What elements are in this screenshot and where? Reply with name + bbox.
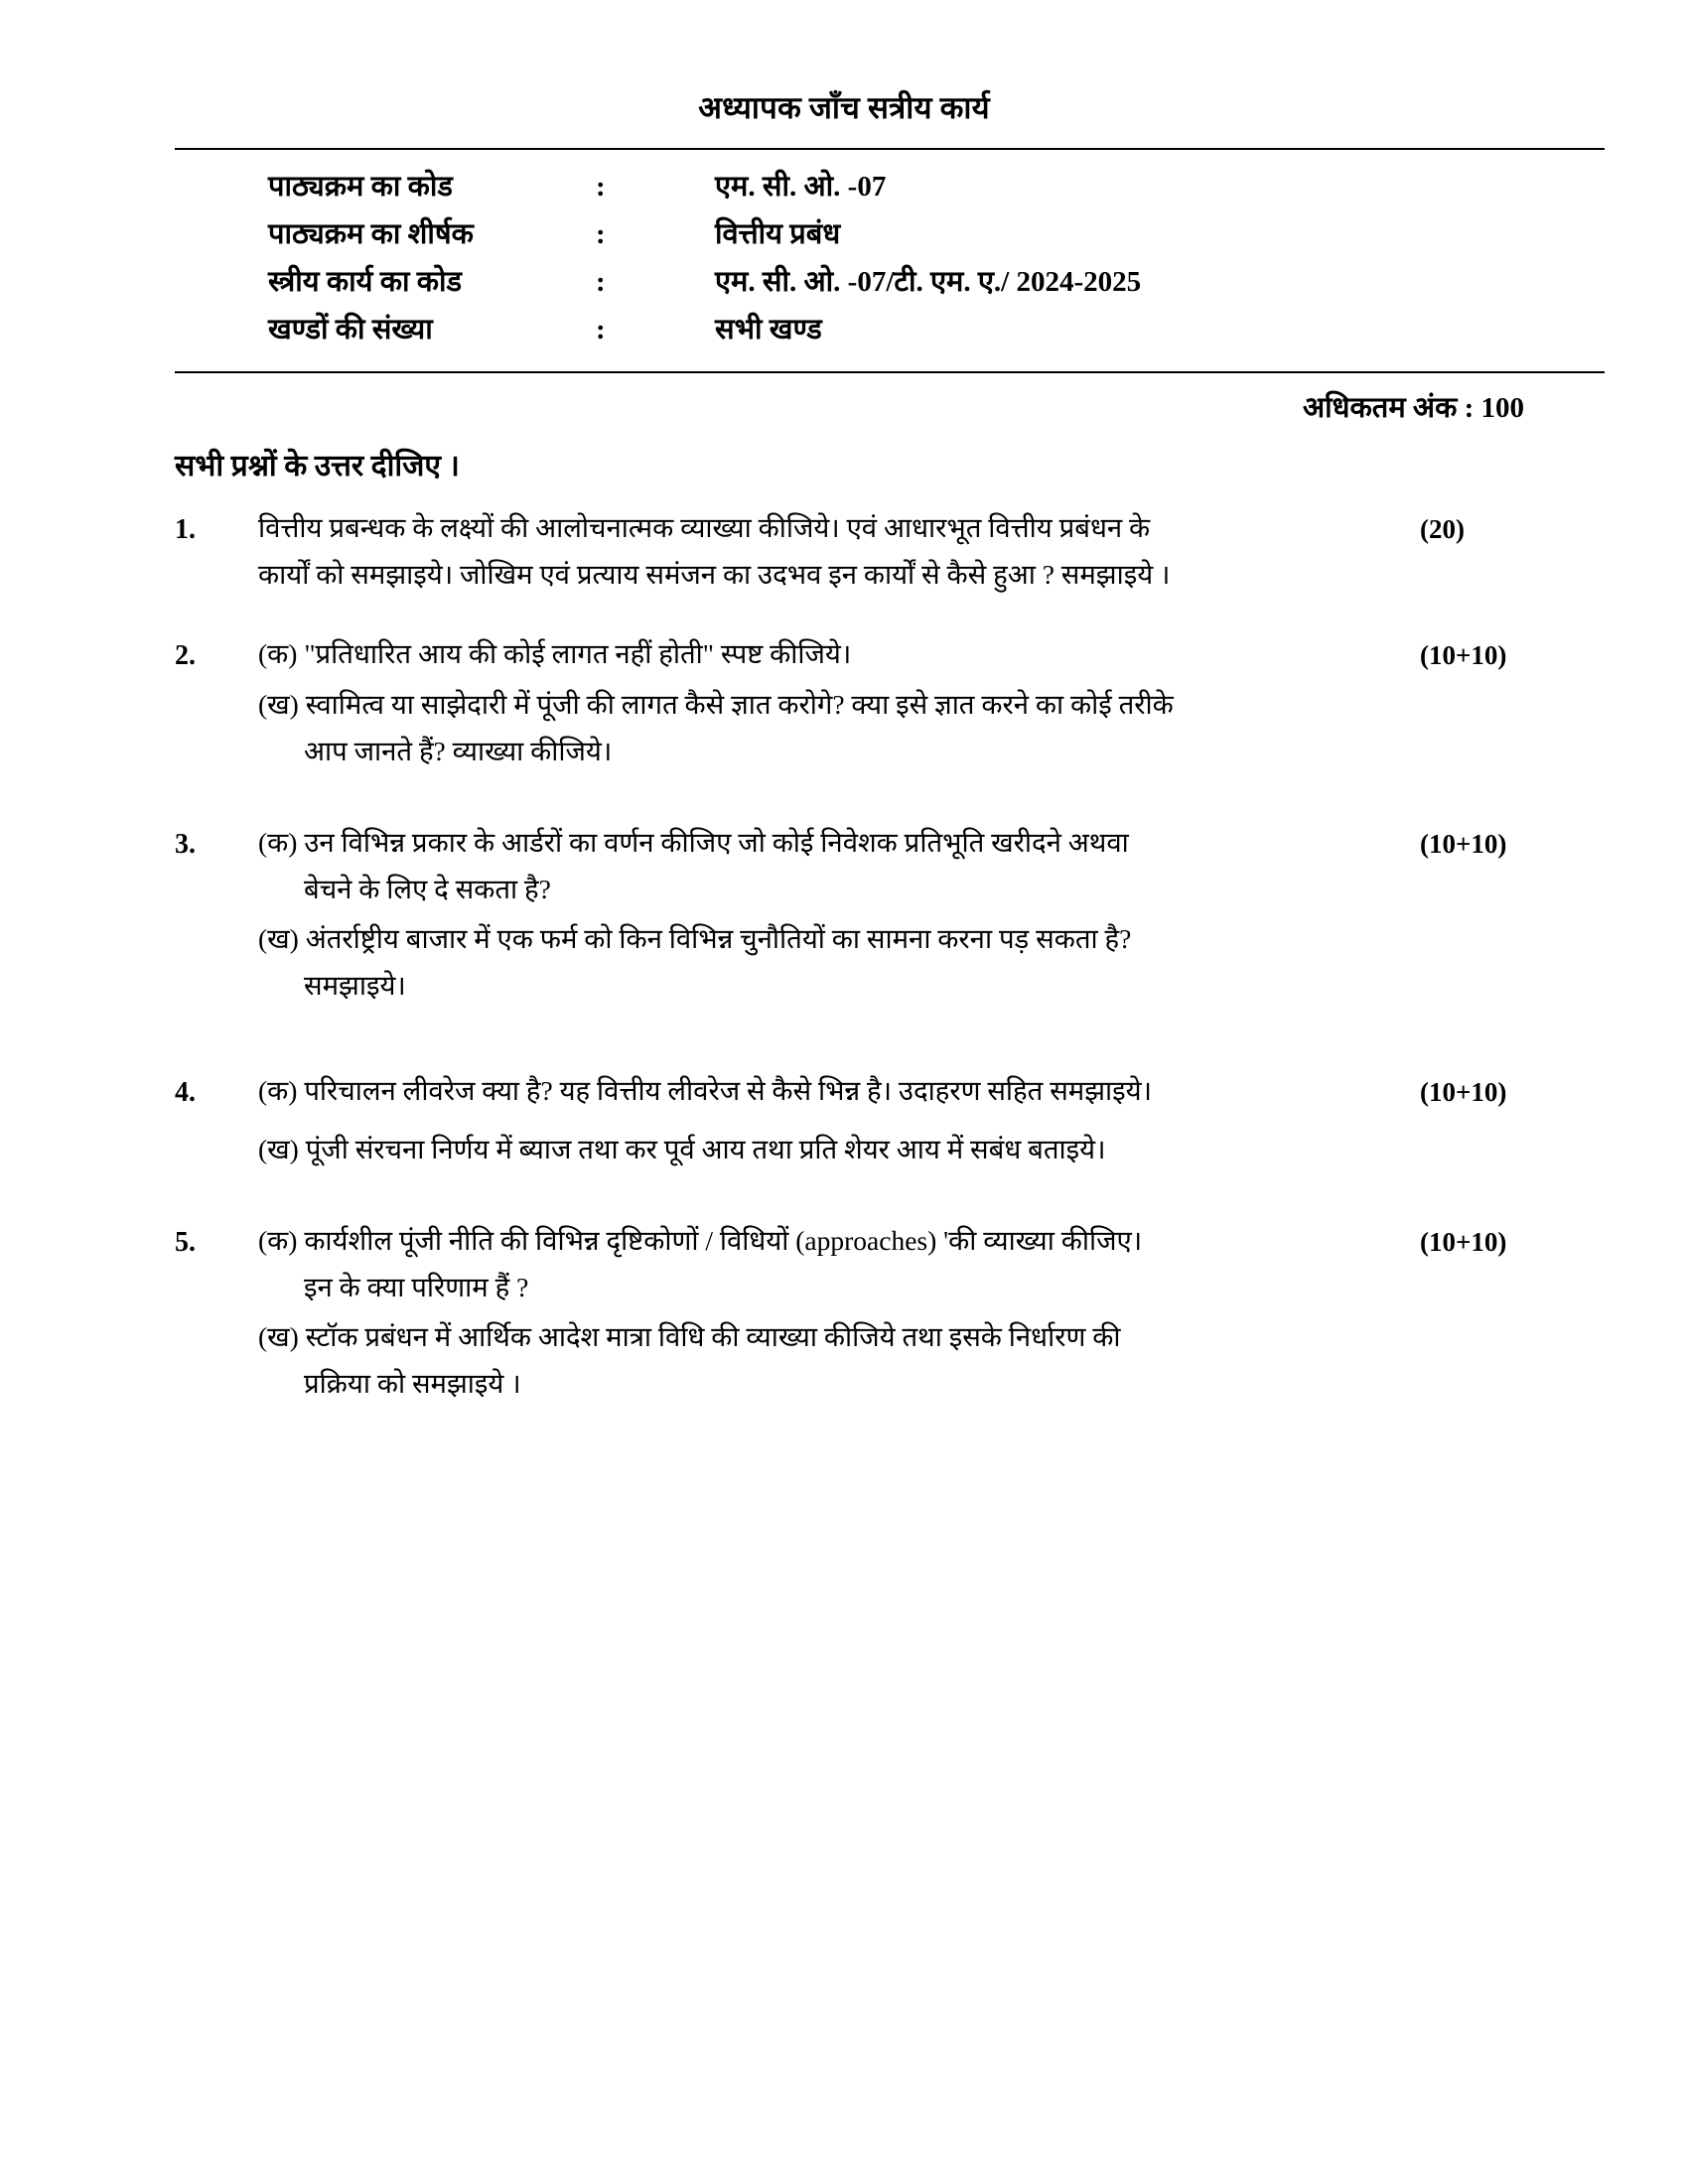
spacer <box>258 1116 1390 1128</box>
part-label: (ख) <box>258 688 299 720</box>
question-item <box>175 1069 1569 1173</box>
question-line: प्रक्रिया को समझाइये । <box>304 1367 521 1399</box>
header-rule-top <box>175 148 1605 150</box>
part-label: (ख) <box>258 1133 299 1164</box>
question-line <box>258 821 1390 866</box>
part-text: स्वामित्व या साझेदारी में पूंजी की लागत कैसे ज्ञात करोगे? क्या इसे ज्ञात करने का कोई तरीके <box>305 688 1174 720</box>
question-part <box>258 1128 1390 1172</box>
question-number: 2. <box>175 640 196 672</box>
meta-value-assignment-code: एम. सी. ओ. -07/टी. एम. ए./ 2024-2025 <box>715 266 1142 299</box>
question-line: वित्तीय प्रबन्धक के लक्ष्यों की आलोचनात्मक व्याख्या कीजिये। एवं आधारभूत वित्तीय प्रबंधन के <box>258 512 1151 544</box>
question-item <box>175 821 1569 1010</box>
question-body <box>258 632 1420 775</box>
question-number: 4. <box>175 1077 196 1109</box>
spacer <box>175 809 1569 821</box>
meta-separator: : <box>596 218 606 251</box>
part-text: अंतर्राष्ट्रीय बाजार में एक फर्म को किन विभिन्न चुनौतियों का सामना करना पड़ सकता है? <box>305 923 1132 955</box>
question-line <box>258 1069 1390 1114</box>
question-part <box>258 1219 1390 1309</box>
question-part <box>258 1315 1390 1406</box>
course-meta-table <box>175 164 1605 354</box>
question-part <box>258 917 1390 1008</box>
part-label: (क) <box>258 1075 298 1107</box>
part-text: पूंजी संरचना निर्णय में ब्याज तथा कर पूर्व आय तथा प्रति शेयर आय में सबंध बताइये। <box>305 1133 1106 1164</box>
course-meta-body <box>175 164 1605 354</box>
table-row <box>175 164 1605 211</box>
question-marks: (10+10) <box>1420 1077 1507 1108</box>
part-text: कार्यशील पूंजी नीति की विभिन्न दृष्टिकोणों / विधियों (approaches) 'की व्याख्या कीजिए। <box>304 1225 1143 1257</box>
question-body <box>258 1069 1420 1173</box>
question-item <box>175 632 1569 775</box>
question-line: कार्यों को समझाइये। जोखिम एवं प्रत्याय समंजन का उदभव इन कार्यों से कैसे हुआ ? समझाइये । <box>258 558 1171 590</box>
question-part <box>258 632 1390 677</box>
question-marks: (10+10) <box>1420 1227 1507 1258</box>
part-text: उन विभिन्न प्रकार के आर्डरों का वर्णन कीजिए जो कोई निवेशक प्रतिभूति खरीदने अथवा <box>304 827 1129 859</box>
question-line <box>258 1128 1390 1172</box>
table-row <box>175 307 1605 354</box>
header-rule-bottom <box>175 371 1605 373</box>
part-text: "प्रतिधारित आय की कोई लागत नहीं होती" स्पष्ट कीजिये। <box>304 638 852 670</box>
question-item <box>175 506 1569 599</box>
question-part <box>258 1069 1390 1114</box>
question-line: इन के क्या परिणाम हैं ? <box>304 1271 529 1302</box>
question-line <box>258 1219 1390 1264</box>
meta-label-course-title: पाठ्यक्रम का शीर्षक <box>268 218 474 251</box>
question-line: समझाइये। <box>304 969 406 1001</box>
question-part <box>258 821 1390 911</box>
part-label: (क) <box>258 827 298 859</box>
table-row <box>175 211 1605 259</box>
meta-value-course-title: वित्तीय प्रबंध <box>715 218 841 251</box>
spacer <box>175 1207 1569 1219</box>
part-label: (ख) <box>258 1321 299 1353</box>
question-body <box>258 1219 1420 1408</box>
question-line <box>258 683 1390 728</box>
meta-label-block-count: खण्डों की संख्या <box>268 314 433 346</box>
question-line <box>258 632 1390 677</box>
meta-value-block-count: सभी खण्ड <box>715 314 822 346</box>
question-item <box>175 1219 1569 1408</box>
question-part <box>258 506 1390 597</box>
meta-label-assignment-code: स्त्रीय कार्य का कोड <box>268 266 463 299</box>
question-number: 3. <box>175 829 196 861</box>
question-body <box>258 506 1420 599</box>
questions-list <box>0 506 1688 1408</box>
part-text: स्टॉक प्रबंधन में आर्थिक आदेश मात्रा विधि की व्याख्या कीजिये तथा इसके निर्धारण की <box>305 1321 1121 1353</box>
table-row <box>175 259 1605 307</box>
max-marks-label: अधिकतम अंक : 100 <box>1303 391 1524 424</box>
question-line <box>258 917 1390 962</box>
question-marks: (10+10) <box>1420 829 1507 860</box>
question-part <box>258 683 1390 773</box>
part-label: (ख) <box>258 923 299 955</box>
part-label: (क) <box>258 1225 298 1257</box>
instruction-text: सभी प्रश्नों के उत्तर दीजिए । <box>175 450 460 483</box>
meta-separator: : <box>596 314 606 346</box>
page-title: अध्यापक जाँच सत्रीय कार्य <box>698 90 990 125</box>
question-number: 5. <box>175 1227 196 1259</box>
part-text: परिचालन लीवरेज क्या है? यह वित्तीय लीवरेज से कैसे भिन्न है। उदाहरण सहित समझाइये। <box>304 1075 1153 1107</box>
meta-value-course-code: एम. सी. ओ. -07 <box>715 171 887 204</box>
question-marks: (10+10) <box>1420 640 1507 671</box>
question-line: बेचने के लिए दे सकता है? <box>304 873 551 904</box>
question-number: 1. <box>175 514 196 546</box>
question-marks: (20) <box>1420 514 1465 545</box>
part-label: (क) <box>258 638 298 670</box>
question-line: आप जानते हैं? व्याख्या कीजिये। <box>304 735 613 766</box>
meta-separator: : <box>596 266 606 299</box>
meta-separator: : <box>596 171 606 204</box>
question-body <box>258 821 1420 1010</box>
meta-label-course-code: पाठ्यक्रम का कोड <box>268 171 453 204</box>
spacer <box>175 1043 1569 1069</box>
question-line <box>258 1315 1390 1360</box>
